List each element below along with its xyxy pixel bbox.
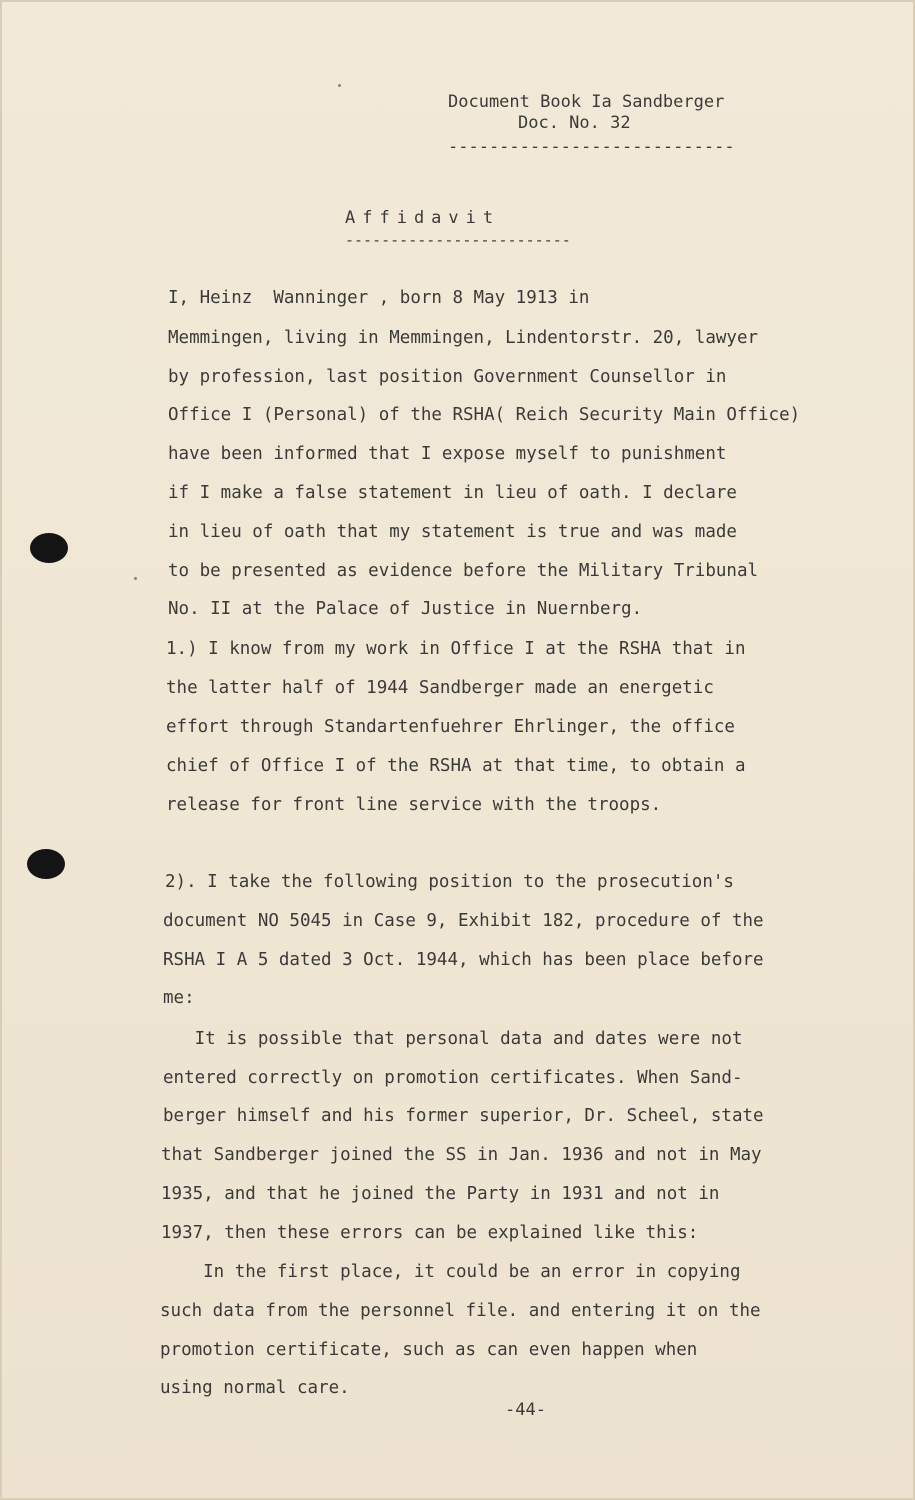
page-number: -44- [505, 1400, 546, 1420]
body-line: 1935, and that he joined the Party in 1931 and not in [161, 1184, 720, 1204]
body-line: effort through Standartenfuehrer Ehrlinger, the office [166, 717, 735, 737]
punch-hole-lower [27, 849, 65, 879]
body-line: if I make a false statement in lieu of oath. I declare [168, 483, 737, 503]
body-line: using normal care. [160, 1378, 350, 1398]
body-line: have been informed that I expose myself to punishment [168, 444, 727, 464]
affidavit-title [345, 208, 625, 250]
body-line: release for front line service with the troops. [166, 795, 662, 815]
body-line: the latter half of 1944 Sandberger made an energetic [166, 678, 714, 698]
body-line: document NO 5045 in Case 9, Exhibit 182, procedure of the [163, 911, 764, 931]
header-underline: ---------------------------- [448, 137, 735, 157]
body-line: Memmingen, living in Memmingen, Lindentorstr. 20, lawyer [168, 328, 759, 348]
speck-mark [338, 84, 341, 87]
body-line: me: [163, 988, 195, 1008]
body-line: RSHA I A 5 dated 3 Oct. 1944, which has been place before [163, 950, 764, 970]
body-line: chief of Office I of the RSHA at that time, to obtain a [166, 756, 746, 776]
body-line: berger himself and his former superior, Dr. Scheel, state [163, 1106, 764, 1126]
body-line: I, Heinz Wanninger , born 8 May 1913 in [168, 288, 590, 308]
body-line: It is possible that personal data and dates were not [163, 1029, 743, 1049]
document-number: Doc. No. 32 [518, 113, 631, 133]
body-line: No. II at the Palace of Justice in Nuernberg. [168, 599, 643, 619]
body-line: such data from the personnel file. and entering it on the [160, 1301, 761, 1321]
punch-hole-upper [30, 533, 68, 563]
title-underline: ------------------------- [345, 231, 571, 249]
speck-mark [134, 577, 137, 580]
body-line: 1937, then these errors can be explained like this: [161, 1223, 699, 1243]
body-line: in lieu of oath that my statement is true and was made [168, 522, 737, 542]
body-line: 2). I take the following position to the prosecution's [165, 872, 734, 892]
body-line: entered correctly on promotion certificates. When Sand- [163, 1068, 743, 1088]
title-text: Affidavit [345, 208, 501, 228]
document-book-label: Document Book Ia Sandberger [448, 92, 725, 112]
body-line: Office I (Personal) of the RSHA( Reich Security Main Office) [168, 405, 801, 425]
document-header [448, 92, 768, 158]
body-line: by profession, last position Government Counsellor in [168, 367, 727, 387]
body-line: to be presented as evidence before the Military Tribunal [168, 561, 759, 581]
body-line: 1.) I know from my work in Office I at the RSHA that in [166, 639, 746, 659]
body-line: that Sandberger joined the SS in Jan. 1936 and not in May [161, 1145, 762, 1165]
body-line: promotion certificate, such as can even happen when [160, 1340, 698, 1360]
body-line: In the first place, it could be an error in copying [161, 1262, 741, 1282]
